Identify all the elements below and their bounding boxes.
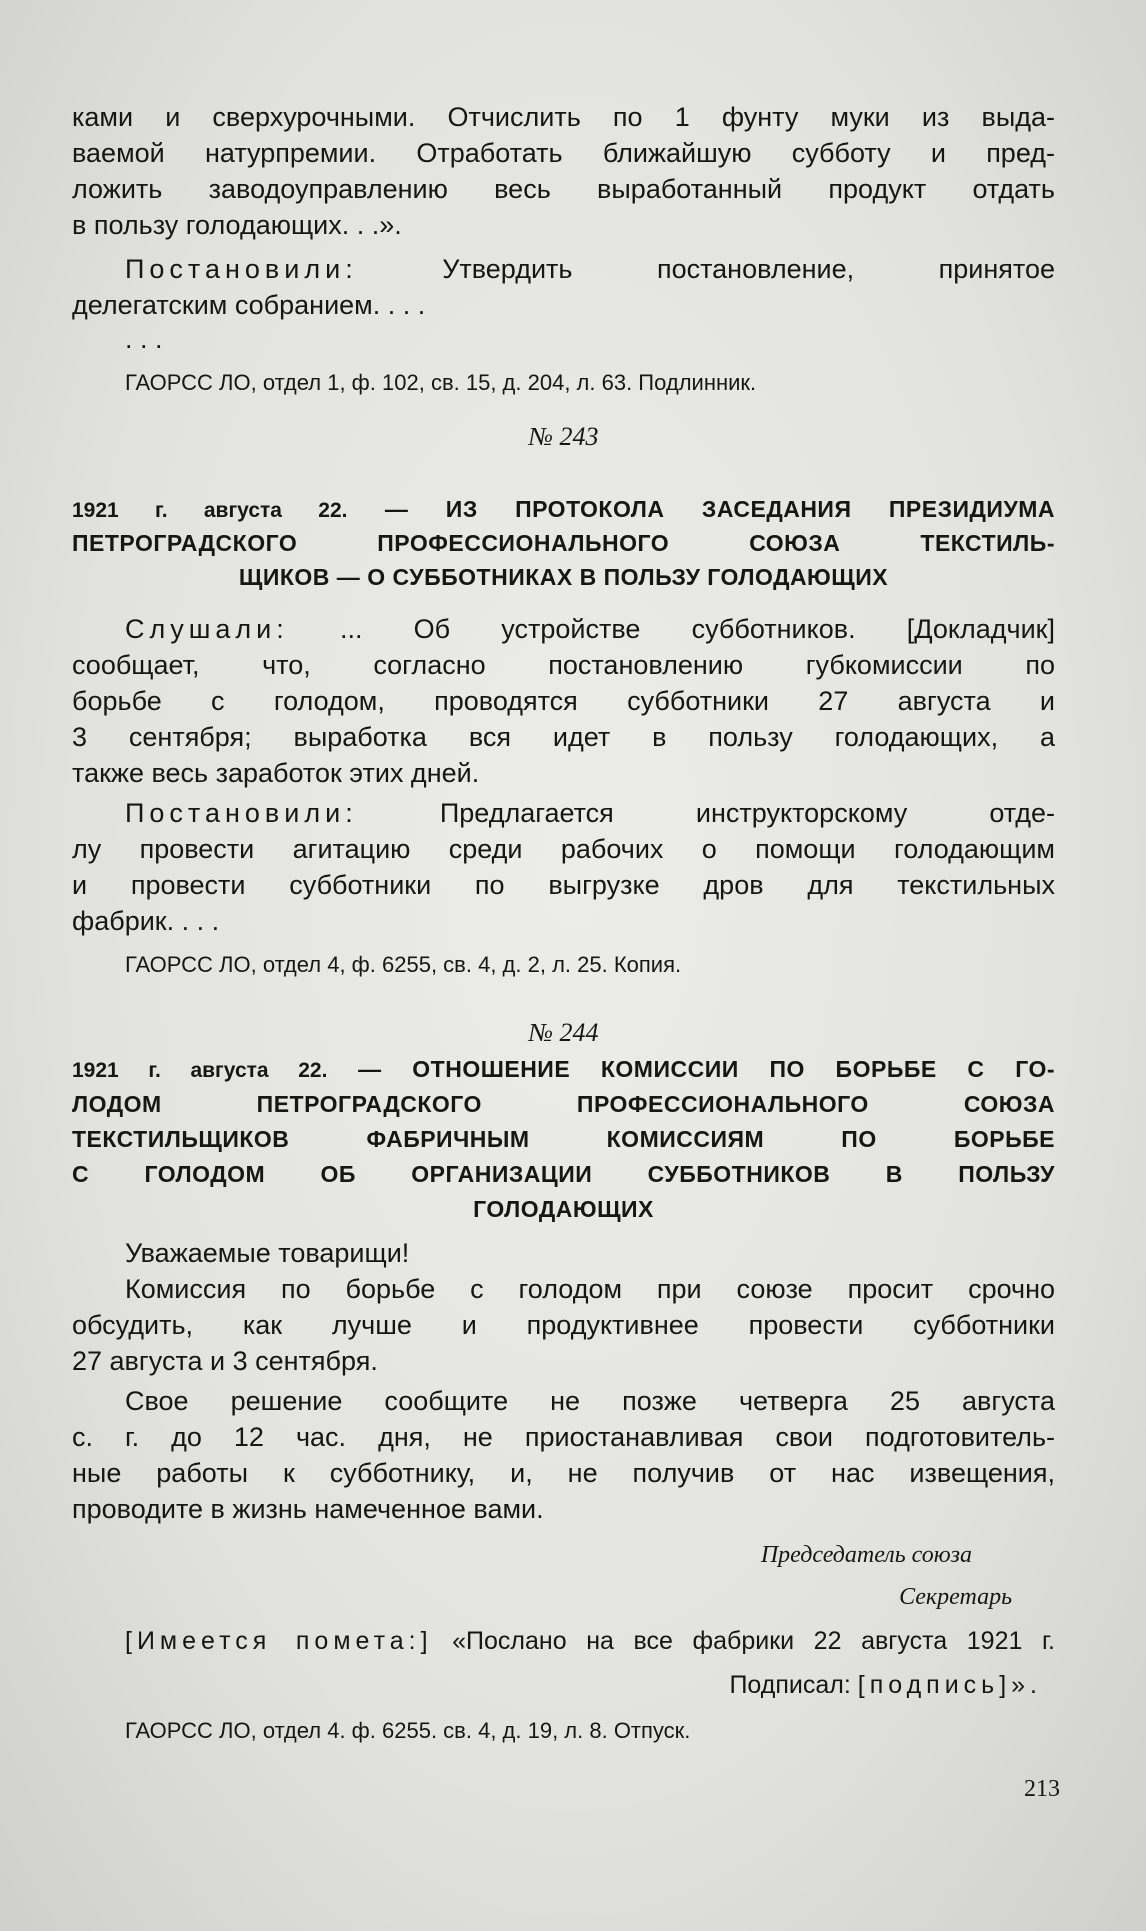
text-line: Свое решение сообщите не позже четверга 25 августа: [125, 1386, 1055, 1416]
text-line: ваемой натурпремии. Отработать ближайшую субботу и пред-: [72, 138, 1055, 168]
text-line: с. г. до 12 час. дня, не приостанавливая свои подготовитель-: [72, 1422, 1055, 1452]
text-line: Комиссия по борьбе с голодом при союзе просит срочно: [125, 1274, 1055, 1304]
text-line: фабрик. . . .: [72, 906, 220, 936]
ellipsis: . . .: [125, 324, 163, 354]
document-date: 1921 г. августа 22.: [72, 499, 348, 522]
document-title-line: ПЕТРОГРАДСКОГО ПРОФЕССИОНАЛЬНОГО СОЮЗА ТЕКСТИЛЬ-: [72, 530, 1055, 556]
resolution-line: [125, 796, 1055, 830]
document-title-line: ГОЛОДАЮЩИХ: [473, 1196, 654, 1222]
text-line: ками и сверхурочными. Отчислить по 1 фунту муки из выда-: [72, 102, 1055, 132]
resolved-label: Постановили:: [125, 254, 358, 284]
note-line: [125, 1624, 1055, 1658]
text-line: сообщает, что, согласно постановлению губкомиссии по: [72, 650, 1055, 680]
title-text: — ОТНОШЕНИЕ КОМИССИИ ПО БОРЬБЕ С ГО-: [358, 1056, 1055, 1082]
page-number: 213: [1024, 1776, 1060, 1802]
text-line: в пользу голодающих. . .».: [72, 210, 402, 240]
heard-label: Слушали:: [125, 614, 289, 644]
document-number: № 243: [528, 422, 599, 451]
text-line: 3 сентября; выработка вся идет в пользу голодающих, а: [72, 722, 1055, 752]
note-signed-label: Подписал:: [729, 1671, 851, 1699]
note-label: [Имеется помета:]: [125, 1627, 433, 1655]
resolved-text: Предлагается инструкторскому отде-: [439, 798, 1055, 828]
title-text: — ИЗ ПРОТОКОЛА ЗАСЕДАНИЯ ПРЕЗИДИУМА: [384, 496, 1056, 522]
document-title-line: С ГОЛОДОМ ОБ ОРГАНИЗАЦИИ СУББОТНИКОВ В ПОЛЬЗУ: [72, 1161, 1055, 1187]
text-line: борьбе с голодом, проводятся субботники 27 августа и: [72, 686, 1055, 716]
resolved-label: Постановили:: [125, 798, 358, 828]
heard-line: [125, 612, 1055, 646]
text-line: лу провести агитацию среди рабочих о помощи голодающим: [72, 834, 1055, 864]
text-line: 27 августа и 3 сентября.: [72, 1346, 378, 1376]
text-line: и провести субботники по выгрузке дров для текстильных: [72, 870, 1055, 900]
text-line: также весь заработок этих дней.: [72, 758, 480, 788]
note-text: «Послано на все фабрики 22 августа 1921 г.: [452, 1627, 1055, 1655]
text-line: ложить заводоуправлению весь выработанный продукт отдать: [72, 174, 1055, 204]
note-signed: [72, 1668, 1042, 1702]
text-line: делегатским собранием. . . .: [72, 290, 426, 320]
greeting: Уважаемые товарищи!: [125, 1238, 410, 1268]
note-signed-value: [подпись]».: [857, 1671, 1042, 1699]
signature-chair: Председатель союза: [760, 1542, 972, 1568]
text-line: ные работы к субботнику, и, не получив от нас извещения,: [72, 1458, 1055, 1488]
document-title-line: ЛОДОМ ПЕТРОГРАДСКОГО ПРОФЕССИОНАЛЬНОГО СОЮЗА: [72, 1091, 1055, 1117]
document-title-line: [72, 492, 1055, 528]
archive-source: ГАОРСС ЛО, отдел 4, ф. 6255, св. 4, д. 2, л. 25. Копия.: [125, 952, 682, 977]
document-title-line: [72, 1052, 1055, 1088]
resolution-line: [125, 252, 1055, 286]
document-date: 1921 г. августа 22.: [72, 1059, 328, 1082]
heard-text: ... Об устройстве субботников. [Докладчик]: [339, 614, 1055, 644]
archive-source: ГАОРСС ЛО, отдел 4. ф. 6255. св. 4, д. 19, л. 8. Отпуск.: [125, 1718, 691, 1743]
text-line: обсудить, как лучше и продуктивнее провести субботники: [72, 1310, 1055, 1340]
archive-source: ГАОРСС ЛО, отдел 1, ф. 102, св. 15, д. 204, л. 63. Подлинник.: [125, 370, 757, 395]
text-line: проводите в жизнь намеченное вами.: [72, 1494, 544, 1524]
resolved-text: Утвердить постановление, принятое: [442, 254, 1055, 284]
document-title-line: ЩИКОВ — О СУББОТНИКАХ В ПОЛЬЗУ ГОЛОДАЮЩИХ: [238, 564, 889, 590]
document-title-line: ТЕКСТИЛЬЩИКОВ ФАБРИЧНЫМ КОМИССИЯМ ПО БОРЬБЕ: [72, 1126, 1055, 1152]
signature-secretary: Секретарь: [899, 1584, 1012, 1610]
document-number: № 244: [528, 1018, 599, 1047]
